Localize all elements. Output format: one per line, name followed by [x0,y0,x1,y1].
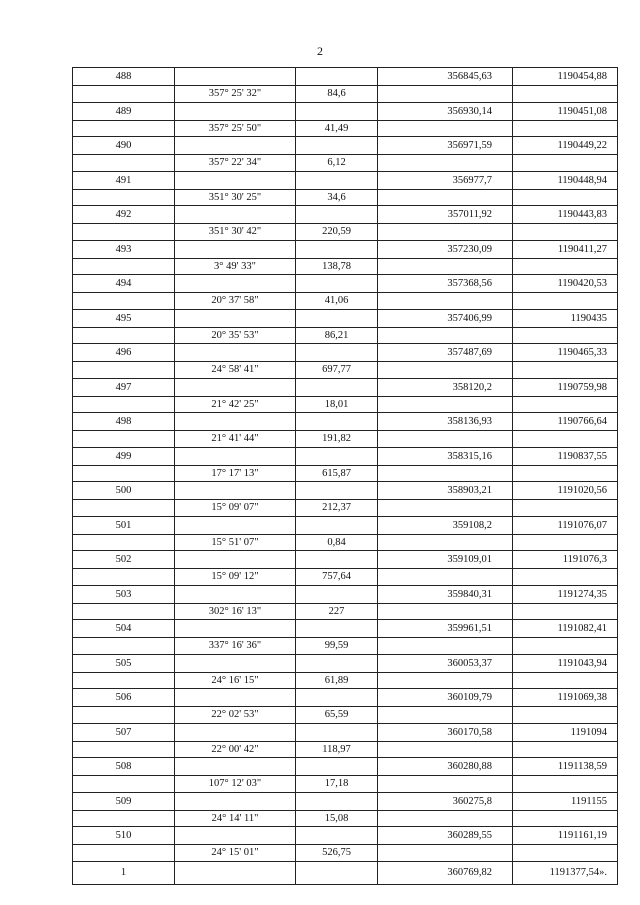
segment-length-cell: 220,59 [296,224,378,241]
point-number-cell [73,672,175,689]
segment-row [73,224,618,241]
y-coordinate-cell [513,638,618,655]
point-number-cell: 499 [73,447,175,465]
point-row [73,620,618,638]
y-coordinate-cell: 1190435 [513,309,618,327]
segment-length-cell: 18,01 [296,396,378,413]
segment-row [73,465,618,482]
segment-length-cell: 84,6 [296,86,378,103]
segment-row [73,258,618,275]
segment-length-cell: 757,64 [296,569,378,586]
segment-length-cell [296,516,378,534]
segment-length-cell [296,654,378,672]
x-coordinate-cell [378,603,513,620]
point-number-cell [73,120,175,137]
segment-row [73,120,618,137]
x-coordinate-cell: 360289,55 [378,827,513,845]
direction-angle-cell: 22° 02' 53" [175,707,296,724]
direction-angle-cell [175,585,296,603]
point-row [73,102,618,120]
x-coordinate-cell: 360275,8 [378,792,513,810]
x-coordinate-cell [378,86,513,103]
segment-length-cell [296,206,378,224]
x-coordinate-cell [378,776,513,793]
y-coordinate-cell [513,189,618,206]
x-coordinate-cell: 358903,21 [378,482,513,500]
x-coordinate-cell [378,224,513,241]
point-row [73,654,618,672]
point-row [73,551,618,569]
segment-length-cell: 99,59 [296,638,378,655]
y-coordinate-cell: 1191020,56 [513,482,618,500]
point-number-cell [73,638,175,655]
coordinates-table-body [73,68,618,885]
point-number-cell [73,155,175,172]
y-coordinate-cell [513,327,618,344]
segment-length-cell [296,309,378,327]
y-coordinate-cell [513,431,618,448]
segment-length-cell: 227 [296,603,378,620]
x-coordinate-cell: 360769,82 [378,861,513,884]
point-number-cell: 489 [73,102,175,120]
y-coordinate-cell [513,224,618,241]
segment-row [73,500,618,517]
point-row [73,275,618,293]
segment-row [73,603,618,620]
direction-angle-cell [175,482,296,500]
y-coordinate-cell: 1191138,59 [513,758,618,776]
y-coordinate-cell [513,603,618,620]
segment-length-cell [296,275,378,293]
segment-length-cell [296,585,378,603]
y-coordinate-cell [513,707,618,724]
segment-length-cell [296,792,378,810]
page-number: 2 [317,44,323,58]
x-coordinate-cell: 357406,99 [378,309,513,327]
segment-length-cell: 212,37 [296,500,378,517]
segment-row [73,293,618,310]
segment-row [73,189,618,206]
point-row [73,861,618,884]
x-coordinate-cell [378,431,513,448]
segment-row [73,672,618,689]
segment-length-cell [296,413,378,431]
point-number-cell [73,741,175,758]
segment-row [73,362,618,379]
direction-angle-cell [175,447,296,465]
y-coordinate-cell [513,258,618,275]
point-row [73,171,618,189]
segment-length-cell [296,240,378,258]
segment-length-cell [296,68,378,86]
segment-length-cell: 697,77 [296,362,378,379]
point-number-cell [73,396,175,413]
point-number-cell [73,431,175,448]
segment-row [73,396,618,413]
direction-angle-cell [175,654,296,672]
direction-angle-cell [175,171,296,189]
point-number-cell [73,776,175,793]
x-coordinate-cell [378,845,513,862]
direction-angle-cell: 302° 16' 13" [175,603,296,620]
point-row [73,413,618,431]
y-coordinate-cell: 1191274,35 [513,585,618,603]
direction-angle-cell [175,378,296,396]
x-coordinate-cell [378,810,513,827]
y-coordinate-cell: 1191069,38 [513,689,618,707]
point-row [73,689,618,707]
point-number-cell: 496 [73,344,175,362]
direction-angle-cell: 107° 12' 03" [175,776,296,793]
x-coordinate-cell: 357487,69 [378,344,513,362]
point-number-cell [73,810,175,827]
y-coordinate-cell [513,810,618,827]
y-coordinate-cell: 1190766,64 [513,413,618,431]
y-coordinate-cell [513,362,618,379]
point-number-cell: 491 [73,171,175,189]
point-number-cell: 504 [73,620,175,638]
coordinates-table [72,67,618,885]
x-coordinate-cell [378,465,513,482]
x-coordinate-cell [378,396,513,413]
direction-angle-cell: 22° 00' 42" [175,741,296,758]
point-number-cell [73,327,175,344]
x-coordinate-cell: 360280,88 [378,758,513,776]
x-coordinate-cell [378,293,513,310]
x-coordinate-cell: 360109,79 [378,689,513,707]
point-number-cell [73,845,175,862]
y-coordinate-cell [513,155,618,172]
direction-angle-cell [175,689,296,707]
y-coordinate-cell [513,534,618,551]
point-number-cell [73,293,175,310]
x-coordinate-cell: 358315,16 [378,447,513,465]
direction-angle-cell: 20° 37' 58" [175,293,296,310]
direction-angle-cell: 24° 15' 01" [175,845,296,862]
direction-angle-cell [175,827,296,845]
direction-angle-cell: 24° 16' 15" [175,672,296,689]
x-coordinate-cell [378,638,513,655]
segment-length-cell [296,758,378,776]
direction-angle-cell: 15° 09' 12" [175,569,296,586]
segment-length-cell [296,447,378,465]
direction-angle-cell: 15° 51' 07" [175,534,296,551]
segment-row [73,569,618,586]
y-coordinate-cell [513,500,618,517]
direction-angle-cell [175,723,296,741]
x-coordinate-cell [378,500,513,517]
point-number-cell [73,465,175,482]
segment-length-cell [296,689,378,707]
point-number-cell [73,500,175,517]
direction-angle-cell [175,309,296,327]
y-coordinate-cell: 1190448,94 [513,171,618,189]
segment-row [73,86,618,103]
x-coordinate-cell [378,672,513,689]
x-coordinate-cell: 357368,56 [378,275,513,293]
segment-length-cell: 17,18 [296,776,378,793]
point-row [73,827,618,845]
y-coordinate-cell [513,396,618,413]
segment-row [73,707,618,724]
segment-length-cell [296,482,378,500]
direction-angle-cell: 24° 58' 41" [175,362,296,379]
y-coordinate-cell: 1191082,41 [513,620,618,638]
y-coordinate-cell: 1191076,07 [513,516,618,534]
point-number-cell [73,362,175,379]
direction-angle-cell: 21° 42' 25" [175,396,296,413]
direction-angle-cell: 17° 17' 13" [175,465,296,482]
direction-angle-cell: 357° 25' 32" [175,86,296,103]
segment-length-cell: 41,49 [296,120,378,137]
segment-row [73,810,618,827]
point-number-cell: 508 [73,758,175,776]
point-number-cell: 505 [73,654,175,672]
y-coordinate-cell: 1190420,53 [513,275,618,293]
point-row [73,309,618,327]
point-number-cell: 500 [73,482,175,500]
direction-angle-cell: 351° 30' 25" [175,189,296,206]
segment-length-cell [296,344,378,362]
x-coordinate-cell: 357230,09 [378,240,513,258]
y-coordinate-cell [513,672,618,689]
direction-angle-cell [175,344,296,362]
x-coordinate-cell: 356971,59 [378,137,513,155]
point-number-cell: 506 [73,689,175,707]
y-coordinate-cell [513,845,618,862]
segment-length-cell: 65,59 [296,707,378,724]
segment-length-cell [296,171,378,189]
segment-length-cell: 191,82 [296,431,378,448]
point-number-cell [73,707,175,724]
segment-length-cell [296,861,378,884]
segment-length-cell [296,137,378,155]
direction-angle-cell: 21° 41' 44" [175,431,296,448]
segment-length-cell [296,620,378,638]
point-row [73,68,618,86]
x-coordinate-cell [378,327,513,344]
point-number-cell [73,603,175,620]
point-number-cell [73,86,175,103]
x-coordinate-cell [378,362,513,379]
direction-angle-cell [175,792,296,810]
point-number-cell: 488 [73,68,175,86]
segment-length-cell: 526,75 [296,845,378,862]
direction-angle-cell: 357° 25' 50" [175,120,296,137]
point-number-cell [73,258,175,275]
point-number-cell: 507 [73,723,175,741]
point-row [73,585,618,603]
y-coordinate-cell: 1190454,88 [513,68,618,86]
y-coordinate-cell: 1190759,98 [513,378,618,396]
x-coordinate-cell: 357011,92 [378,206,513,224]
point-number-cell: 493 [73,240,175,258]
point-number-cell: 490 [73,137,175,155]
y-coordinate-cell [513,465,618,482]
point-number-cell [73,569,175,586]
point-number-cell: 510 [73,827,175,845]
point-number-cell: 497 [73,378,175,396]
x-coordinate-cell: 356845,63 [378,68,513,86]
direction-angle-cell [175,861,296,884]
point-number-cell [73,534,175,551]
y-coordinate-cell [513,293,618,310]
direction-angle-cell: 337° 16' 36" [175,638,296,655]
segment-length-cell [296,827,378,845]
segment-length-cell: 86,21 [296,327,378,344]
x-coordinate-cell: 358136,93 [378,413,513,431]
y-coordinate-cell: 1190465,33 [513,344,618,362]
point-number-cell: 509 [73,792,175,810]
x-coordinate-cell: 359108,2 [378,516,513,534]
segment-row [73,845,618,862]
point-number-cell [73,224,175,241]
y-coordinate-cell: 1191377,54». [513,861,618,884]
segment-length-cell: 15,08 [296,810,378,827]
y-coordinate-cell: 1190837,55 [513,447,618,465]
direction-angle-cell: 357° 22' 34" [175,155,296,172]
x-coordinate-cell: 356930,14 [378,102,513,120]
point-row [73,482,618,500]
point-number-cell: 494 [73,275,175,293]
direction-angle-cell [175,206,296,224]
x-coordinate-cell: 359840,31 [378,585,513,603]
direction-angle-cell [175,516,296,534]
point-number-cell: 498 [73,413,175,431]
segment-length-cell [296,378,378,396]
segment-length-cell: 34,6 [296,189,378,206]
segment-row [73,327,618,344]
segment-row [73,741,618,758]
x-coordinate-cell [378,707,513,724]
y-coordinate-cell [513,569,618,586]
y-coordinate-cell: 1191043,94 [513,654,618,672]
direction-angle-cell: 3° 49' 33" [175,258,296,275]
point-row [73,723,618,741]
point-number-cell: 492 [73,206,175,224]
segment-row [73,776,618,793]
x-coordinate-cell: 358120,2 [378,378,513,396]
y-coordinate-cell [513,120,618,137]
segment-length-cell: 61,89 [296,672,378,689]
direction-angle-cell [175,240,296,258]
segment-row [73,534,618,551]
segment-length-cell [296,102,378,120]
direction-angle-cell [175,137,296,155]
x-coordinate-cell [378,120,513,137]
x-coordinate-cell [378,258,513,275]
point-number-cell: 495 [73,309,175,327]
x-coordinate-cell [378,189,513,206]
point-row [73,516,618,534]
segment-length-cell: 615,87 [296,465,378,482]
y-coordinate-cell: 1190411,27 [513,240,618,258]
y-coordinate-cell: 1191076,3 [513,551,618,569]
x-coordinate-cell: 356977,7 [378,171,513,189]
point-number-cell: 503 [73,585,175,603]
y-coordinate-cell [513,86,618,103]
x-coordinate-cell [378,534,513,551]
y-coordinate-cell [513,741,618,758]
y-coordinate-cell [513,776,618,793]
y-coordinate-cell: 1191094 [513,723,618,741]
segment-length-cell [296,723,378,741]
direction-angle-cell: 24° 14' 11" [175,810,296,827]
point-row [73,206,618,224]
segment-row [73,638,618,655]
point-number-cell: 501 [73,516,175,534]
y-coordinate-cell: 1190449,22 [513,137,618,155]
segment-length-cell: 6,12 [296,155,378,172]
direction-angle-cell [175,68,296,86]
x-coordinate-cell: 359109,01 [378,551,513,569]
point-row [73,240,618,258]
segment-length-cell: 138,78 [296,258,378,275]
x-coordinate-cell: 359961,51 [378,620,513,638]
point-row [73,447,618,465]
segment-row [73,431,618,448]
direction-angle-cell: 351° 30' 42" [175,224,296,241]
x-coordinate-cell [378,155,513,172]
y-coordinate-cell: 1190443,83 [513,206,618,224]
point-row [73,137,618,155]
x-coordinate-cell: 360170,58 [378,723,513,741]
segment-length-cell: 118,97 [296,741,378,758]
direction-angle-cell [175,413,296,431]
x-coordinate-cell [378,569,513,586]
direction-angle-cell [175,551,296,569]
y-coordinate-cell: 1191161,19 [513,827,618,845]
direction-angle-cell [175,102,296,120]
direction-angle-cell: 15° 09' 07" [175,500,296,517]
point-row [73,792,618,810]
point-row [73,758,618,776]
y-coordinate-cell: 1190451,08 [513,102,618,120]
direction-angle-cell [175,275,296,293]
direction-angle-cell [175,620,296,638]
direction-angle-cell: 20° 35' 53" [175,327,296,344]
segment-length-cell: 0,84 [296,534,378,551]
point-row [73,344,618,362]
direction-angle-cell [175,758,296,776]
segment-length-cell: 41,06 [296,293,378,310]
x-coordinate-cell [378,741,513,758]
segment-length-cell [296,551,378,569]
y-coordinate-cell: 1191155 [513,792,618,810]
point-number-cell: 1 [73,861,175,884]
segment-row [73,155,618,172]
x-coordinate-cell: 360053,37 [378,654,513,672]
point-number-cell [73,189,175,206]
point-row [73,378,618,396]
point-number-cell: 502 [73,551,175,569]
